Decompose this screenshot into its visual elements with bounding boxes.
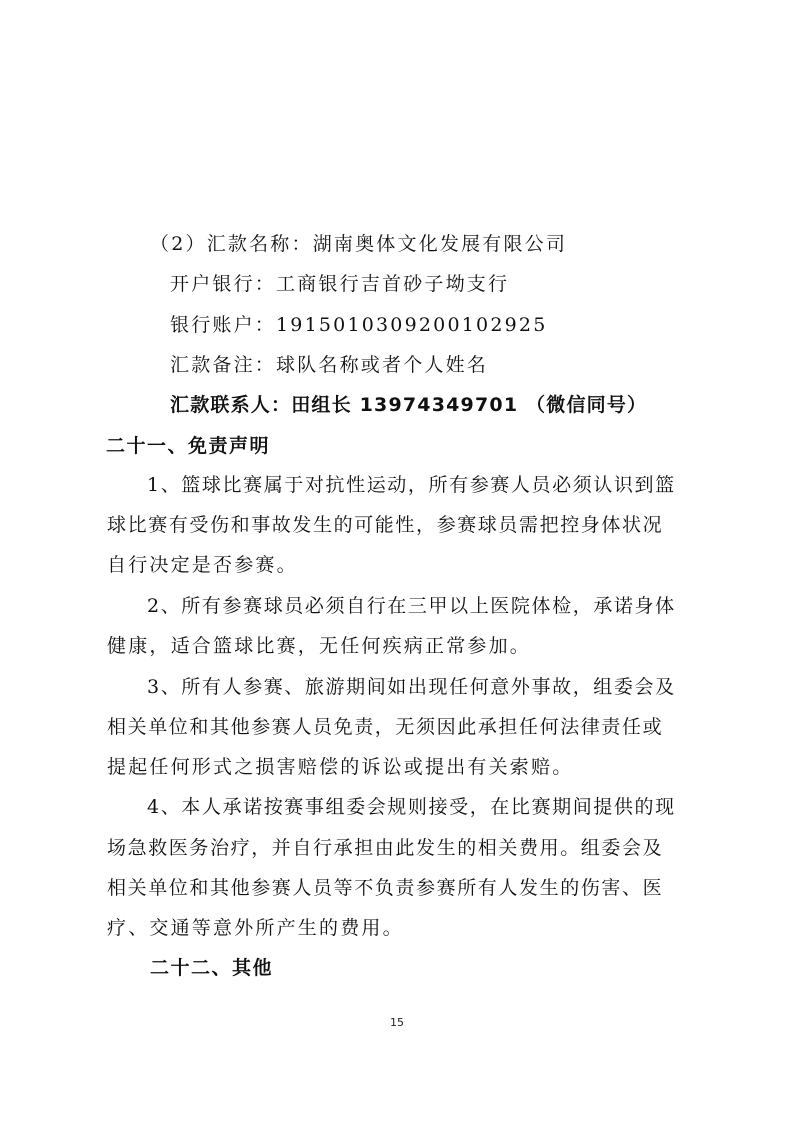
note-line: 汇款备注：球队名称或者个人姓名	[170, 354, 489, 376]
disclaimer-3-line-2: 相关单位和其他参赛人员免责，无须因此承担任何法律责任或	[107, 716, 664, 738]
page-number: 15	[390, 1016, 404, 1029]
disclaimer-4-line-1: 4、本人承诺按赛事组委会规则接受，在比赛期间提供的现	[147, 796, 676, 818]
disclaimer-4-line-4: 疗、交通等意外所产生的费用。	[107, 917, 404, 939]
disclaimer-1-line-2: 球比赛有受伤和事故发生的可能性，参赛球员需把控身体状况	[107, 514, 664, 536]
bank-line: 开户银行：工商银行吉首砂子坳支行	[170, 273, 510, 295]
disclaimer-4-line-2: 场急救医务治疗，并自行承担由此发生的相关费用。组委会及	[107, 837, 664, 859]
disclaimer-1-line-3: 自行决定是否参赛。	[107, 554, 298, 576]
disclaimer-2-line-2: 健康，适合篮球比赛，无任何疾病正常参加。	[107, 635, 532, 657]
section-21-heading: 二十一、免责声明	[106, 435, 271, 457]
remittance-name-line: （2）汇款名称：湖南奥体文化发展有限公司	[150, 233, 568, 255]
section-22-heading: 二十二、其他	[150, 957, 274, 979]
disclaimer-4-line-3: 相关单位和其他参赛人员等不负责参赛所有人发生的伤害、医	[107, 877, 664, 899]
disclaimer-3-line-3: 提起任何形式之损害赔偿的诉讼或提出有关索赔。	[107, 756, 574, 778]
account-line: 银行账户：1915010309200102925	[170, 314, 548, 336]
disclaimer-3-line-1: 3、所有人参赛、旅游期间如出现任何意外事故，组委会及	[147, 676, 676, 698]
disclaimer-1-line-1: 1、篮球比赛属于对抗性运动，所有参赛人员必须认识到篮	[147, 474, 676, 496]
disclaimer-2-line-1: 2、所有参赛球员必须自行在三甲以上医院体检，承诺身体	[147, 595, 676, 617]
contact-line: 汇款联系人：田组长 13974349701 （微信同号）	[170, 394, 648, 416]
